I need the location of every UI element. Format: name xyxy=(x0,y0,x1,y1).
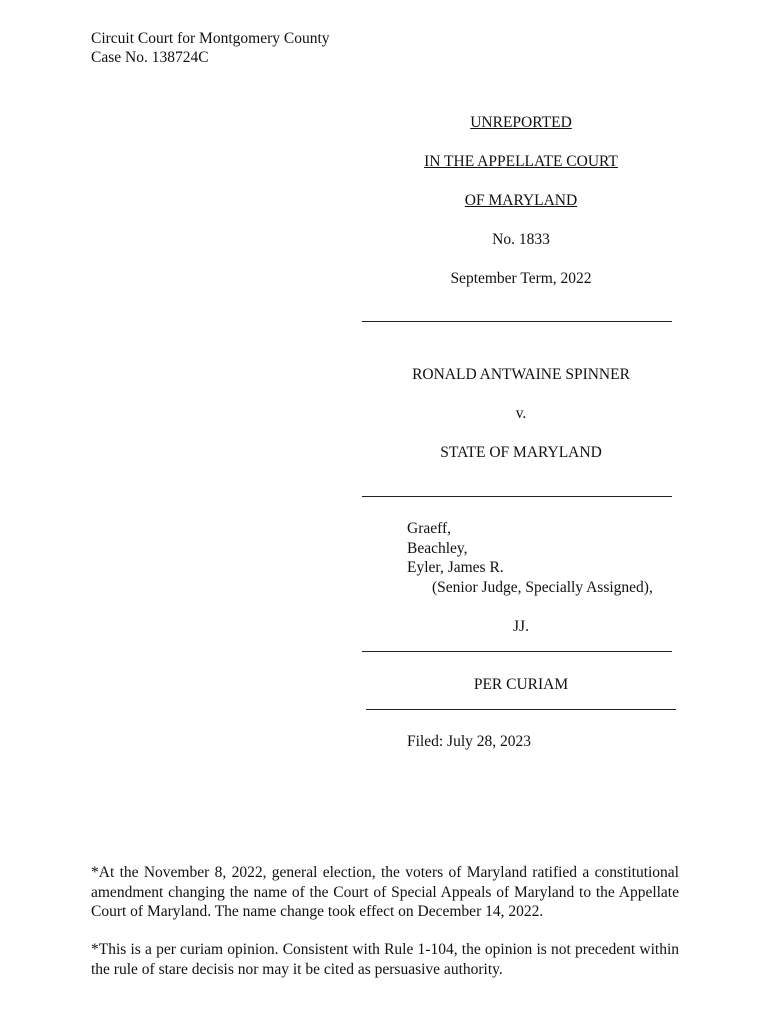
divider-rule xyxy=(362,651,672,652)
judge-designation-note: (Senior Judge, Specially Assigned), xyxy=(432,578,653,596)
court-name-line-1: IN THE APPELLATE COURT xyxy=(424,153,618,170)
docket-number: No. 1833 xyxy=(492,231,550,248)
lower-court-case-number: Case No. 138724C xyxy=(91,49,209,66)
filed-date: Filed: July 28, 2023 xyxy=(407,733,532,750)
versus-label: v. xyxy=(515,405,527,422)
divider-rule xyxy=(366,709,676,710)
judge-name: Beachley, xyxy=(407,539,468,557)
lower-court-name: Circuit Court for Montgomery County xyxy=(91,30,330,47)
judge-name: Eyler, James R. xyxy=(407,559,504,576)
opinion-author: PER CURIAM xyxy=(473,676,569,693)
term: September Term, 2022 xyxy=(450,270,592,287)
lower-court-header xyxy=(91,29,330,67)
judge-name: Graeff, xyxy=(407,520,452,537)
divider-rule xyxy=(362,321,672,322)
appellant-name: RONALD ANTWAINE SPINNER xyxy=(412,366,630,383)
court-name-line-2: OF MARYLAND xyxy=(464,192,578,209)
divider-rule xyxy=(362,496,672,497)
appellee-name: STATE OF MARYLAND xyxy=(440,444,602,461)
unreported-label: UNREPORTED xyxy=(470,114,572,131)
footnote-court-rename: *At the November 8, 2022, general election, the voters of Maryland ratified a constitutional amendment changing the name of the Court of Special Appeals of Maryland to the Appellate Court of Maryland. The name change took effect on December 14, 2022. xyxy=(91,864,679,920)
judges-suffix: JJ. xyxy=(513,618,529,635)
judges-panel xyxy=(407,519,653,597)
footnote-per-curiam: *This is a per curiam opinion. Consistent with Rule 1-104, the opinion is not precedent within the rule of stare decisis nor may it be cited as persuasive authority. xyxy=(91,941,679,978)
